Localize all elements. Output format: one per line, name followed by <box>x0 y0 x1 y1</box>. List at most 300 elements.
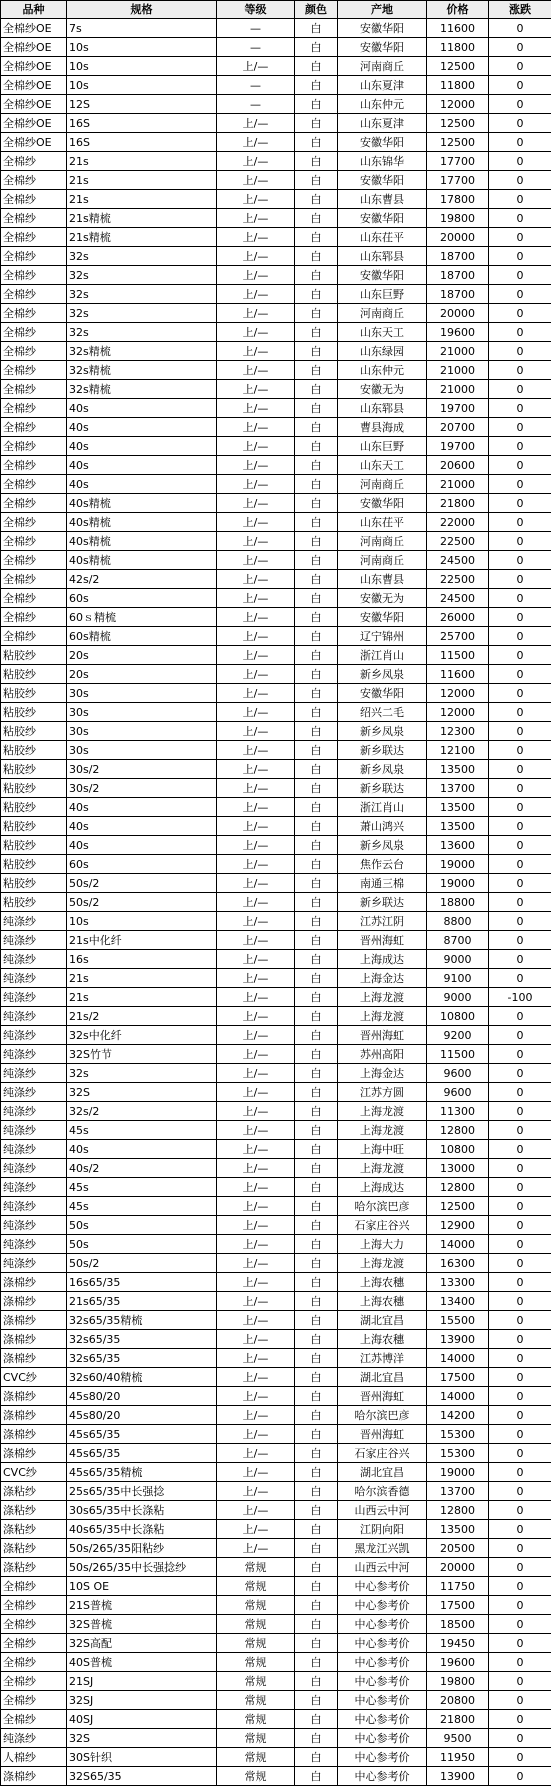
table-row <box>1 1273 551 1292</box>
cell-price: 22500 <box>427 532 489 551</box>
cell-spec: 60s精梳 <box>67 627 217 646</box>
cell-color: 白 <box>295 1653 338 1672</box>
cell-spec: 40s <box>67 437 217 456</box>
cell-price: 18700 <box>427 285 489 304</box>
cell-price: 11950 <box>427 1748 489 1767</box>
cell-spec: 32s <box>67 1064 217 1083</box>
cell-change: 0 <box>489 1273 551 1292</box>
cell-change: 0 <box>489 114 551 133</box>
cell-origin: 河南商丘 <box>338 551 427 570</box>
cell-color: 白 <box>295 1729 338 1748</box>
cell-price: 19600 <box>427 1653 489 1672</box>
cell-color: 白 <box>295 665 338 684</box>
cell-variety: 粘胶纱 <box>1 893 67 912</box>
cell-grade: — <box>217 76 295 95</box>
cell-color: 白 <box>295 570 338 589</box>
table-row <box>1 1577 551 1596</box>
cell-change: 0 <box>489 1159 551 1178</box>
cell-spec: 30s <box>67 741 217 760</box>
cell-price: 20700 <box>427 418 489 437</box>
cell-price: 9000 <box>427 950 489 969</box>
cell-price: 13700 <box>427 779 489 798</box>
cell-variety: 全棉纱 <box>1 152 67 171</box>
cell-grade: 常规 <box>217 1691 295 1710</box>
cell-origin: 中心参考价 <box>338 1691 427 1710</box>
cell-spec: 50s/2 <box>67 1254 217 1273</box>
cell-grade: 上/— <box>217 209 295 228</box>
cell-change: 0 <box>489 1235 551 1254</box>
cell-color: 白 <box>295 1121 338 1140</box>
cell-grade: 上/— <box>217 950 295 969</box>
cell-grade: 上/— <box>217 1463 295 1482</box>
cell-origin: 山西云中河 <box>338 1558 427 1577</box>
cell-color: 白 <box>295 893 338 912</box>
cell-color: 白 <box>295 1311 338 1330</box>
table-row <box>1 418 551 437</box>
cell-color: 白 <box>295 304 338 323</box>
cell-origin: 安徽无为 <box>338 589 427 608</box>
cell-price: 20800 <box>427 1691 489 1710</box>
table-row <box>1 551 551 570</box>
table-row <box>1 456 551 475</box>
cell-origin: 新乡凤泉 <box>338 760 427 779</box>
cell-grade: 常规 <box>217 1672 295 1691</box>
cell-variety: 纯涤纱 <box>1 950 67 969</box>
cell-origin: 安徽华阳 <box>338 608 427 627</box>
table-row <box>1 266 551 285</box>
cell-color: 白 <box>295 95 338 114</box>
cell-price: 26000 <box>427 608 489 627</box>
cell-price: 13500 <box>427 760 489 779</box>
cell-change: 0 <box>489 456 551 475</box>
cell-change: 0 <box>489 1045 551 1064</box>
cell-spec: 21s精梳 <box>67 228 217 247</box>
cell-spec: 32s/2 <box>67 1102 217 1121</box>
cell-change: 0 <box>489 779 551 798</box>
cell-change: 0 <box>489 1539 551 1558</box>
table-row <box>1 190 551 209</box>
cell-price: 12500 <box>427 57 489 76</box>
table-row <box>1 1406 551 1425</box>
cell-origin: 黑龙江兴凯 <box>338 1539 427 1558</box>
cell-variety: 全棉纱 <box>1 209 67 228</box>
cell-color: 白 <box>295 627 338 646</box>
cell-price: 13500 <box>427 1520 489 1539</box>
cell-grade: 常规 <box>217 1710 295 1729</box>
cell-color: 白 <box>295 969 338 988</box>
cell-grade: 上/— <box>217 722 295 741</box>
cell-change: 0 <box>489 494 551 513</box>
cell-grade: 常规 <box>217 1653 295 1672</box>
table-row <box>1 1501 551 1520</box>
cell-color: 白 <box>295 1710 338 1729</box>
cell-grade: 常规 <box>217 1577 295 1596</box>
table-row <box>1 779 551 798</box>
cell-change: 0 <box>489 1311 551 1330</box>
cell-origin: 辽宁锦州 <box>338 627 427 646</box>
cell-variety: 全棉纱 <box>1 285 67 304</box>
cell-color: 白 <box>295 1102 338 1121</box>
cell-price: 12900 <box>427 1216 489 1235</box>
cell-variety: 涤棉纱 <box>1 1349 67 1368</box>
header-color: 颜色 <box>295 1 338 19</box>
cell-variety: 粘胶纱 <box>1 684 67 703</box>
cell-grade: 上/— <box>217 931 295 950</box>
cell-price: 12800 <box>427 1178 489 1197</box>
cell-origin: 湖北宜昌 <box>338 1368 427 1387</box>
cell-change: 0 <box>489 1026 551 1045</box>
cell-grade: — <box>217 38 295 57</box>
header-change: 涨跌 <box>489 1 551 19</box>
cell-price: 12500 <box>427 114 489 133</box>
cell-color: 白 <box>295 418 338 437</box>
cell-change: 0 <box>489 1577 551 1596</box>
cell-variety: 纯涤纱 <box>1 1216 67 1235</box>
cell-origin: 新乡凤泉 <box>338 836 427 855</box>
cell-spec: 32s65/35 <box>67 1349 217 1368</box>
cell-price: 9600 <box>427 1064 489 1083</box>
cell-variety: CVC纱 <box>1 1463 67 1482</box>
table-row <box>1 1349 551 1368</box>
cell-price: 13400 <box>427 1292 489 1311</box>
cell-price: 12500 <box>427 133 489 152</box>
cell-color: 白 <box>295 1216 338 1235</box>
cell-price: 10800 <box>427 1140 489 1159</box>
cell-variety: 涤棉纱 <box>1 1273 67 1292</box>
table-row <box>1 1368 551 1387</box>
cell-origin: 中心参考价 <box>338 1634 427 1653</box>
table-row <box>1 1748 551 1767</box>
cell-variety: 粘胶纱 <box>1 836 67 855</box>
cell-spec: 16s <box>67 950 217 969</box>
table-row <box>1 285 551 304</box>
cell-color: 白 <box>295 1387 338 1406</box>
cell-price: 15300 <box>427 1444 489 1463</box>
cell-color: 白 <box>295 798 338 817</box>
cell-variety: 粘胶纱 <box>1 779 67 798</box>
cell-grade: 上/— <box>217 703 295 722</box>
cell-origin: 湖北宜昌 <box>338 1463 427 1482</box>
cell-variety: 全棉纱 <box>1 1710 67 1729</box>
table-row <box>1 1159 551 1178</box>
cell-origin: 安徽华阳 <box>338 266 427 285</box>
cell-change: -100 <box>489 988 551 1007</box>
cell-color: 白 <box>295 589 338 608</box>
cell-grade: 上/— <box>217 684 295 703</box>
cell-price: 15500 <box>427 1311 489 1330</box>
cell-price: 21000 <box>427 361 489 380</box>
table-row <box>1 57 551 76</box>
cell-grade: 上/— <box>217 285 295 304</box>
cell-change: 0 <box>489 855 551 874</box>
cell-origin: 山东夏津 <box>338 76 427 95</box>
cell-color: 白 <box>295 342 338 361</box>
cell-spec: 21S普梳 <box>67 1596 217 1615</box>
cell-origin: 江阴向阳 <box>338 1520 427 1539</box>
cell-grade: 上/— <box>217 608 295 627</box>
cell-color: 白 <box>295 494 338 513</box>
cell-change: 0 <box>489 380 551 399</box>
cell-grade: 上/— <box>217 171 295 190</box>
cell-change: 0 <box>489 703 551 722</box>
cell-grade: 上/— <box>217 1007 295 1026</box>
cell-color: 白 <box>295 228 338 247</box>
cell-spec: 32s <box>67 304 217 323</box>
cell-color: 白 <box>295 57 338 76</box>
table-row <box>1 361 551 380</box>
cell-change: 0 <box>489 798 551 817</box>
cell-spec: 40s精梳 <box>67 532 217 551</box>
cell-origin: 河南商丘 <box>338 57 427 76</box>
cell-change: 0 <box>489 171 551 190</box>
cell-spec: 21s65/35 <box>67 1292 217 1311</box>
cell-change: 0 <box>489 1767 551 1786</box>
table-row <box>1 1387 551 1406</box>
cell-grade: 上/— <box>217 1026 295 1045</box>
cell-grade: 上/— <box>217 969 295 988</box>
cell-color: 白 <box>295 152 338 171</box>
cell-origin: 晋州海虹 <box>338 1387 427 1406</box>
table-row <box>1 247 551 266</box>
cell-grade: 上/— <box>217 570 295 589</box>
cell-change: 0 <box>489 969 551 988</box>
cell-color: 白 <box>295 988 338 1007</box>
cell-variety: 全棉纱 <box>1 532 67 551</box>
cell-grade: 上/— <box>217 912 295 931</box>
cell-price: 17800 <box>427 190 489 209</box>
cell-price: 19700 <box>427 399 489 418</box>
cell-spec: 40s精梳 <box>67 513 217 532</box>
cell-change: 0 <box>489 1064 551 1083</box>
cell-change: 0 <box>489 741 551 760</box>
cell-variety: 全棉纱 <box>1 171 67 190</box>
cell-spec: 32S竹节 <box>67 1045 217 1064</box>
cell-grade: 上/— <box>217 513 295 532</box>
cell-variety: 全棉纱OE <box>1 38 67 57</box>
cell-price: 11800 <box>427 76 489 95</box>
cell-variety: 纯涤纱 <box>1 1235 67 1254</box>
cell-origin: 浙江肖山 <box>338 798 427 817</box>
cell-spec: 45s65/35精梳 <box>67 1463 217 1482</box>
cell-variety: 纯涤纱 <box>1 1121 67 1140</box>
cell-price: 22500 <box>427 570 489 589</box>
cell-variety: 全棉纱 <box>1 437 67 456</box>
cell-origin: 中心参考价 <box>338 1710 427 1729</box>
cell-color: 白 <box>295 380 338 399</box>
table-row <box>1 1463 551 1482</box>
table-row <box>1 836 551 855</box>
cell-origin: 石家庄谷兴 <box>338 1444 427 1463</box>
cell-spec: 50s/265/35中长强捻纱 <box>67 1558 217 1577</box>
cell-grade: 上/— <box>217 1121 295 1140</box>
cell-price: 19600 <box>427 323 489 342</box>
cell-variety: 全棉纱 <box>1 1634 67 1653</box>
table-row <box>1 1330 551 1349</box>
cell-grade: 上/— <box>217 589 295 608</box>
cell-change: 0 <box>489 342 551 361</box>
cell-origin: 上海龙渡 <box>338 1007 427 1026</box>
table-row <box>1 1482 551 1501</box>
cell-color: 白 <box>295 1197 338 1216</box>
cell-origin: 曹县海成 <box>338 418 427 437</box>
cell-spec: 21s <box>67 190 217 209</box>
cell-spec: 30s <box>67 722 217 741</box>
cell-spec: 21s <box>67 152 217 171</box>
cell-origin: 山东夏津 <box>338 114 427 133</box>
cell-variety: 纯涤纱 <box>1 1083 67 1102</box>
cell-origin: 新乡凤泉 <box>338 722 427 741</box>
cell-variety: 全棉纱OE <box>1 133 67 152</box>
cell-variety: 粘胶纱 <box>1 798 67 817</box>
cell-change: 0 <box>489 475 551 494</box>
cell-color: 白 <box>295 874 338 893</box>
cell-origin: 中心参考价 <box>338 1729 427 1748</box>
cell-grade: 上/— <box>217 114 295 133</box>
header-spec: 规格 <box>67 1 217 19</box>
cell-color: 白 <box>295 1463 338 1482</box>
header-grade: 等级 <box>217 1 295 19</box>
cell-spec: 16s65/35 <box>67 1273 217 1292</box>
cell-variety: 全棉纱 <box>1 551 67 570</box>
cell-variety: 全棉纱 <box>1 304 67 323</box>
cell-price: 11800 <box>427 38 489 57</box>
cell-grade: 上/— <box>217 1349 295 1368</box>
cell-color: 白 <box>295 1235 338 1254</box>
cell-variety: 粘胶纱 <box>1 703 67 722</box>
cell-origin: 哈尔滨巴彦 <box>338 1197 427 1216</box>
cell-color: 白 <box>295 1159 338 1178</box>
cell-color: 白 <box>295 513 338 532</box>
table-row <box>1 950 551 969</box>
cell-origin: 中心参考价 <box>338 1615 427 1634</box>
table-row <box>1 1254 551 1273</box>
table-row <box>1 1178 551 1197</box>
cell-color: 白 <box>295 1425 338 1444</box>
cell-change: 0 <box>489 1387 551 1406</box>
cell-origin: 江苏江阴 <box>338 912 427 931</box>
table-row <box>1 893 551 912</box>
cell-change: 0 <box>489 1102 551 1121</box>
table-row <box>1 475 551 494</box>
cell-variety: 全棉纱 <box>1 1653 67 1672</box>
cell-grade: 上/— <box>217 1178 295 1197</box>
cell-origin: 新乡联达 <box>338 741 427 760</box>
table-row <box>1 1235 551 1254</box>
cell-origin: 上海龙渡 <box>338 1121 427 1140</box>
cell-change: 0 <box>489 304 551 323</box>
table-row <box>1 38 551 57</box>
cell-variety: 纯涤纱 <box>1 912 67 931</box>
table-row <box>1 703 551 722</box>
cell-color: 白 <box>295 1292 338 1311</box>
cell-grade: 上/— <box>217 665 295 684</box>
cell-variety: 涤棉纱 <box>1 1406 67 1425</box>
cell-color: 白 <box>295 1178 338 1197</box>
cell-spec: 40s <box>67 817 217 836</box>
cell-price: 20000 <box>427 1558 489 1577</box>
cell-origin: 焦作云台 <box>338 855 427 874</box>
cell-variety: 涤粘纱 <box>1 1558 67 1577</box>
table-row <box>1 969 551 988</box>
cell-color: 白 <box>295 1596 338 1615</box>
cell-variety: 人棉纱 <box>1 1748 67 1767</box>
table-row <box>1 133 551 152</box>
cell-color: 白 <box>295 190 338 209</box>
cell-grade: 上/— <box>217 1273 295 1292</box>
table-row <box>1 760 551 779</box>
cell-change: 0 <box>489 760 551 779</box>
table-row <box>1 684 551 703</box>
cell-color: 白 <box>295 646 338 665</box>
cell-spec: 50s <box>67 1235 217 1254</box>
cell-variety: 纯涤纱 <box>1 1729 67 1748</box>
cell-price: 11500 <box>427 646 489 665</box>
cell-color: 白 <box>295 76 338 95</box>
header-origin: 产地 <box>338 1 427 19</box>
cell-variety: 涤棉纱 <box>1 1292 67 1311</box>
cell-change: 0 <box>489 57 551 76</box>
cell-origin: 山东郓县 <box>338 247 427 266</box>
table-row <box>1 855 551 874</box>
cell-variety: 全棉纱 <box>1 361 67 380</box>
table-row <box>1 114 551 133</box>
cell-spec: 32s精梳 <box>67 342 217 361</box>
table-row <box>1 228 551 247</box>
table-row <box>1 1558 551 1577</box>
cell-spec: 50s/2 <box>67 893 217 912</box>
table-row <box>1 1045 551 1064</box>
cell-grade: 上/— <box>217 1045 295 1064</box>
cell-spec: 40s <box>67 1140 217 1159</box>
table-row <box>1 1653 551 1672</box>
cell-color: 白 <box>295 1349 338 1368</box>
cell-spec: 32s <box>67 285 217 304</box>
cell-change: 0 <box>489 1140 551 1159</box>
cell-grade: 常规 <box>217 1729 295 1748</box>
cell-spec: 40s65/35中长涤粘 <box>67 1520 217 1539</box>
cell-grade: 上/— <box>217 475 295 494</box>
cell-grade: 上/— <box>217 494 295 513</box>
cell-change: 0 <box>489 1330 551 1349</box>
cell-variety: 全棉纱 <box>1 608 67 627</box>
cell-grade: 上/— <box>217 342 295 361</box>
cell-origin: 中心参考价 <box>338 1767 427 1786</box>
cell-grade: 上/— <box>217 152 295 171</box>
cell-spec: 32s精梳 <box>67 361 217 380</box>
cell-variety: 粘胶纱 <box>1 855 67 874</box>
cell-color: 白 <box>295 1083 338 1102</box>
cell-origin: 山东曹县 <box>338 570 427 589</box>
cell-price: 12100 <box>427 741 489 760</box>
cell-grade: 上/— <box>217 1520 295 1539</box>
table-row <box>1 1197 551 1216</box>
table-row <box>1 1292 551 1311</box>
cell-spec: 30s <box>67 684 217 703</box>
cell-variety: 全棉纱 <box>1 1615 67 1634</box>
table-row <box>1 1729 551 1748</box>
cell-change: 0 <box>489 665 551 684</box>
cell-spec: 40s <box>67 798 217 817</box>
cell-price: 18700 <box>427 266 489 285</box>
cell-grade: 上/— <box>217 247 295 266</box>
cell-grade: 常规 <box>217 1615 295 1634</box>
cell-price: 20000 <box>427 304 489 323</box>
cell-change: 0 <box>489 247 551 266</box>
cell-origin: 中心参考价 <box>338 1748 427 1767</box>
cell-change: 0 <box>489 1007 551 1026</box>
cell-grade: — <box>217 95 295 114</box>
cell-price: 12800 <box>427 1121 489 1140</box>
